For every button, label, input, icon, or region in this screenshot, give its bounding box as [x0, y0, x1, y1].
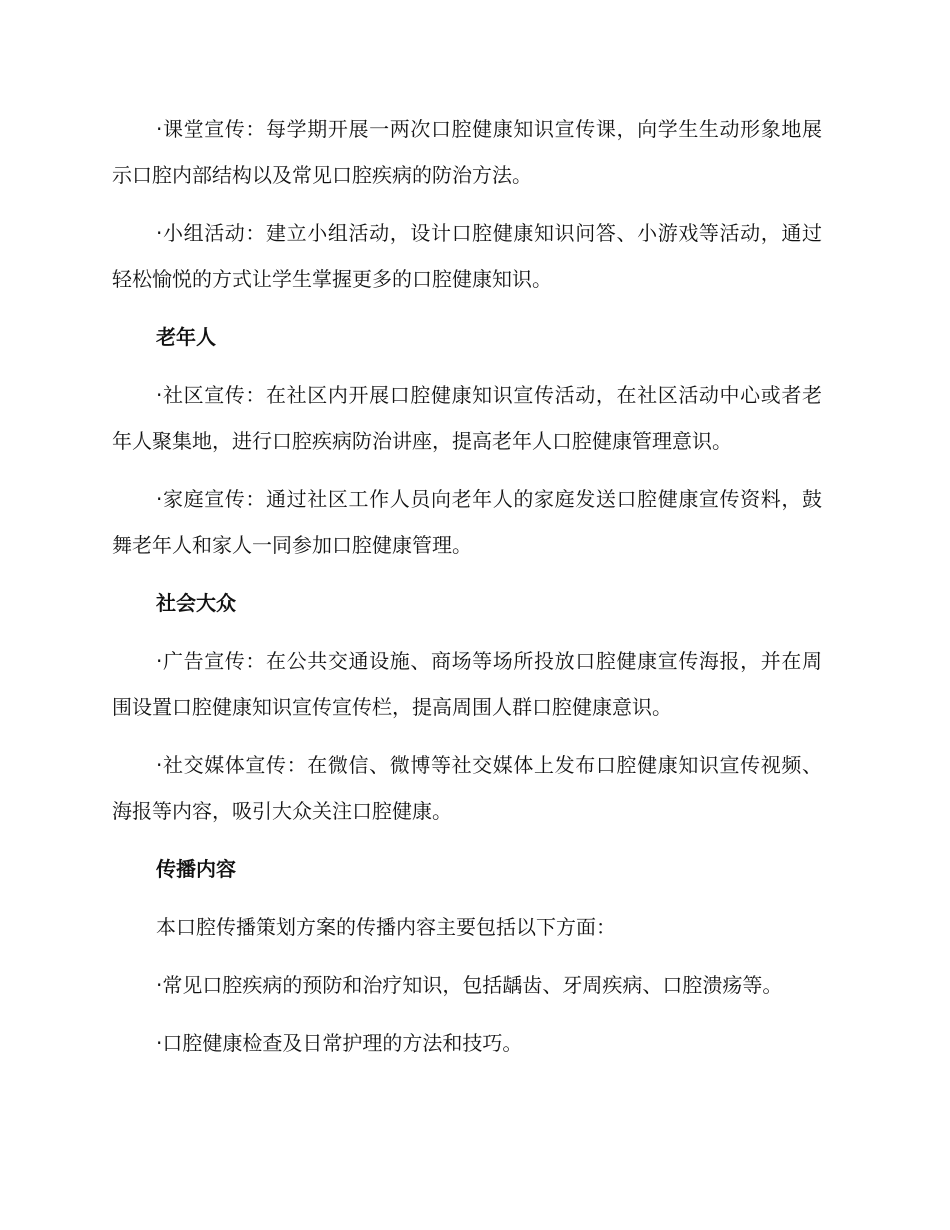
- paragraph-advertising: ·广告宣传：在公共交通设施、商场等场所投放口腔健康宣传海报，并在周围设置口腔健康知识宣传宣传栏，提高周围人群口腔健康意识。: [112, 649, 822, 719]
- paragraph-disease-knowledge: ·常见口腔疾病的预防和治疗知识，包括龋齿、牙周疾病、口腔溃疡等。: [156, 973, 783, 997]
- paragraph-community-promotion: ·社区宣传：在社区内开展口腔健康知识宣传活动，在社区活动中心或者老年人聚集地，进行口腔疾病防治讲座，提高老年人口腔健康管理意识。: [112, 383, 822, 453]
- heading-content: 传播内容: [156, 857, 236, 881]
- paragraph-family-promotion: ·家庭宣传：通过社区工作人员向老年人的家庭发送口腔健康宣传资料，鼓舞老年人和家人一同参加口腔健康管理。: [112, 487, 822, 557]
- paragraph-group-activities: ·小组活动：建立小组活动，设计口腔健康知识问答、小游戏等活动，通过轻松愉悦的方式让学生掌握更多的口腔健康知识。: [112, 221, 822, 291]
- paragraph-classroom-promotion: ·课堂宣传：每学期开展一两次口腔健康知识宣传课，向学生生动形象地展示口腔内部结构以及常见口腔疾病的防治方法。: [112, 117, 822, 187]
- paragraph-content-intro: 本口腔传播策划方案的传播内容主要包括以下方面：: [156, 915, 616, 939]
- paragraph-social-media: ·社交媒体宣传：在微信、微博等社交媒体上发布口腔健康知识宣传视频、海报等内容，吸引大众关注口腔健康。: [112, 753, 822, 823]
- document-body: [112, 106, 822, 1078]
- heading-general-public: 社会大众: [156, 591, 236, 615]
- paragraph-daily-care: ·口腔健康检查及日常护理的方法和技巧。: [156, 1031, 523, 1055]
- heading-elderly: 老年人: [156, 325, 216, 349]
